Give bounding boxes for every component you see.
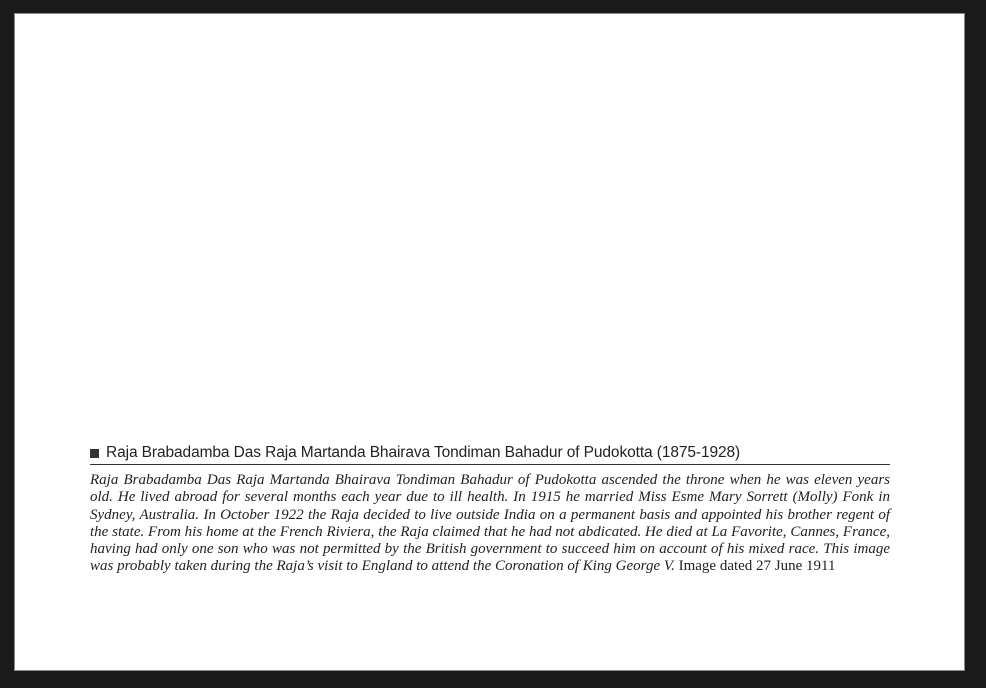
card bbox=[14, 13, 965, 671]
caption-heading: Raja Brabadamba Das Raja Martanda Bhairava Tondiman Bahadur of Pudokotta (1875-1928) bbox=[106, 444, 741, 461]
caption-date: Image dated 27 June 1911 bbox=[678, 558, 836, 575]
square-bullet-icon bbox=[90, 449, 99, 458]
caption-text bbox=[90, 472, 890, 576]
caption-heading-row bbox=[90, 440, 890, 466]
heading-divider bbox=[90, 464, 890, 465]
caption-body: Raja Brabadamba Das Raja Martanda Bhairava Tondiman Bahadur of Pudokotta ascended the throne when he was eleven years old. He lived abroad for several months each year due to ill health. In 1915 he married Miss Esme Mary Sorrett (Molly) Fonk in Sydney, Australia. In October 1922 the Raja decided to live outside India on a permanent basis and appointed his brother regent of the state. From his home at the French Riviera, the Raja claimed that he had not abdicated. He died at La Favorite, Cannes, France, having had only one son who was not permitted by the British government to succeed him on account of his mixed race. This image was probably taken during the Raja’s visit to England to attend the Coronation of King George V. bbox=[90, 472, 890, 575]
